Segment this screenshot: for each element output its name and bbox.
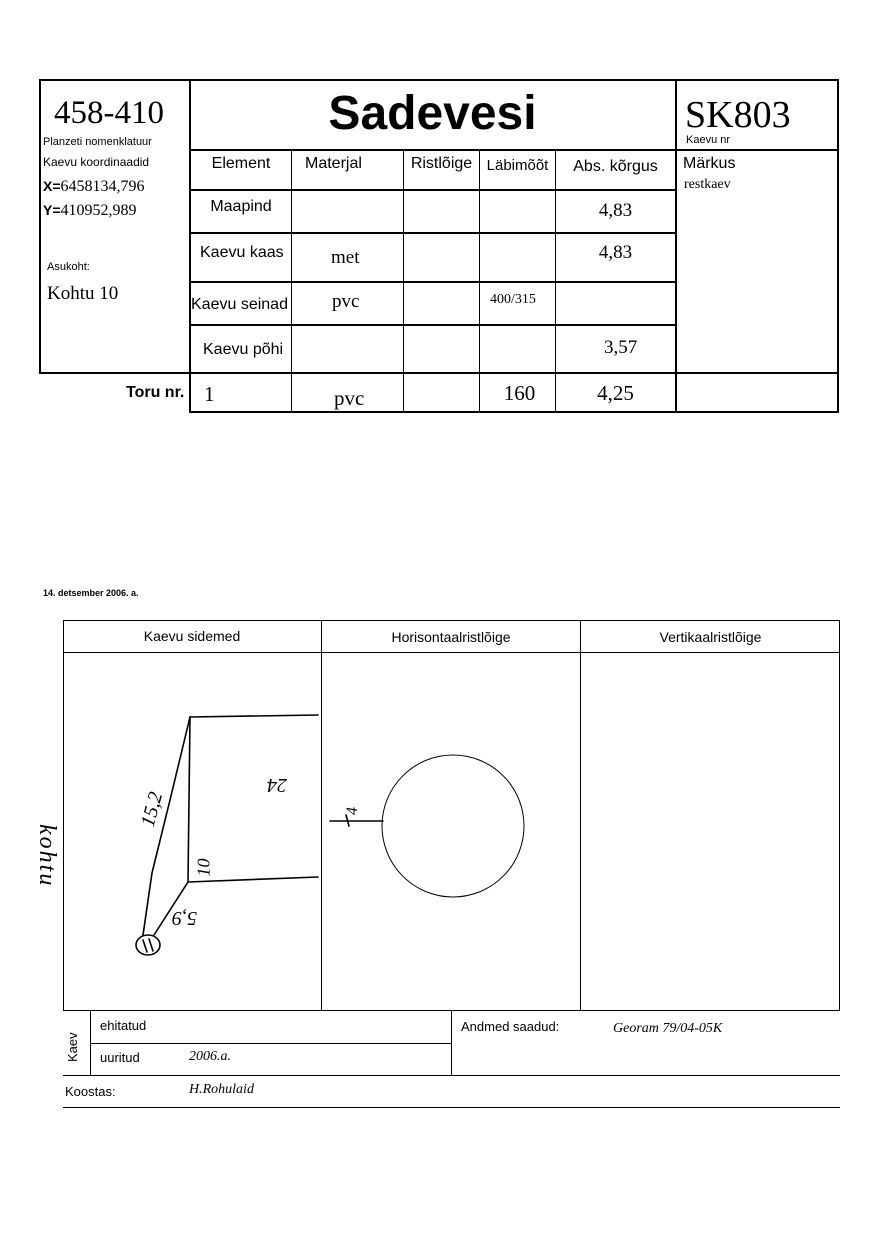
- built-label: ehitatud: [100, 1018, 147, 1033]
- panel-title-vertical: Vertikaalristlõige: [659, 629, 762, 645]
- panel-title-horizontal: Horisontaalristlõige: [391, 629, 511, 645]
- x-label: X=: [43, 178, 61, 194]
- surveyed-label: uuritud: [100, 1050, 140, 1065]
- well-symbol: [136, 935, 160, 955]
- table-cell-element: Kaevu kaas: [200, 244, 284, 261]
- table-cell-material: met: [331, 247, 360, 268]
- horizontal-section-circle: [382, 755, 524, 897]
- location-value: Kohtu 10: [47, 283, 119, 304]
- pipe-diameter: 160: [503, 381, 536, 405]
- col-header-height: Abs. kõrgus: [573, 158, 658, 175]
- table-cell-height: 4,83: [598, 200, 633, 221]
- source-label: Andmed saadud:: [461, 1019, 560, 1034]
- pipe-number: 1: [204, 382, 215, 406]
- kaev-label: Kaev: [65, 1032, 80, 1062]
- hand-distance-10: 10: [193, 858, 214, 877]
- footer-row-line: [90, 1043, 451, 1044]
- document-date: 14. detsember 2006. a.: [43, 588, 139, 598]
- author-value: H.Rohulaid: [189, 1082, 254, 1097]
- table-cell-element: Kaevu seinad: [191, 296, 288, 313]
- col-header-element: Element: [211, 155, 271, 172]
- table-cell-height: 4,83: [598, 242, 633, 263]
- pipe-material: pvc: [334, 386, 365, 410]
- well-number-label: Kaevu nr: [686, 134, 731, 146]
- author-label: Koostas:: [65, 1084, 116, 1099]
- footer-col-line: [451, 1011, 452, 1076]
- hand-pipe-mark: 4: [344, 807, 361, 815]
- footer-row-line: [63, 1075, 840, 1076]
- table-cell-material: pvc: [332, 291, 360, 312]
- col-header-cross: Ristlõige: [410, 155, 473, 172]
- well-symbol-mark: [143, 939, 153, 952]
- y-value: 410952,989: [60, 202, 137, 219]
- footer-bottom-line: [63, 1107, 840, 1108]
- col-header-material: Materjal: [305, 155, 362, 172]
- table-cell-diameter: 400/315: [490, 292, 536, 307]
- connection-line-top: [190, 715, 318, 717]
- coords-label: Kaevu koordinaadid: [43, 155, 150, 169]
- table-cell-height: 3,57: [604, 337, 638, 358]
- x-value: 6458134,796: [60, 178, 145, 195]
- y-label: Y=: [43, 202, 61, 218]
- source-value: Georam 79/04-05K: [613, 1021, 723, 1036]
- table-cell-element: Maapind: [210, 198, 272, 215]
- page-title: Sadevesi: [328, 87, 537, 140]
- well-number: SK803: [685, 94, 791, 136]
- col-header-diameter: Läbimõõt: [486, 157, 549, 174]
- nomenclature-label: Planzeti nomenklatuur: [43, 136, 152, 148]
- pipe-label: Toru nr.: [126, 384, 185, 401]
- hand-street-label: kohtu: [34, 824, 60, 888]
- notes-value: restkaev: [684, 177, 731, 192]
- panel-title-connections: Kaevu sidemed: [143, 628, 241, 644]
- notes-label: Märkus: [683, 155, 736, 172]
- hand-distance-152: 15,2: [136, 789, 168, 830]
- nomenclature-value: 458-410: [54, 95, 164, 131]
- surveyed-value: 2006.a.: [189, 1049, 231, 1064]
- location-label: Asukoht:: [47, 261, 90, 273]
- connection-line-bottom: [188, 877, 318, 882]
- connection-line-vertical: [188, 717, 190, 882]
- pipe-height: 4,25: [597, 381, 634, 405]
- hand-distance-59: 5,9: [172, 907, 197, 929]
- table-cell-element: Kaevu põhi: [203, 341, 284, 358]
- hand-distance-24: 24: [267, 774, 287, 796]
